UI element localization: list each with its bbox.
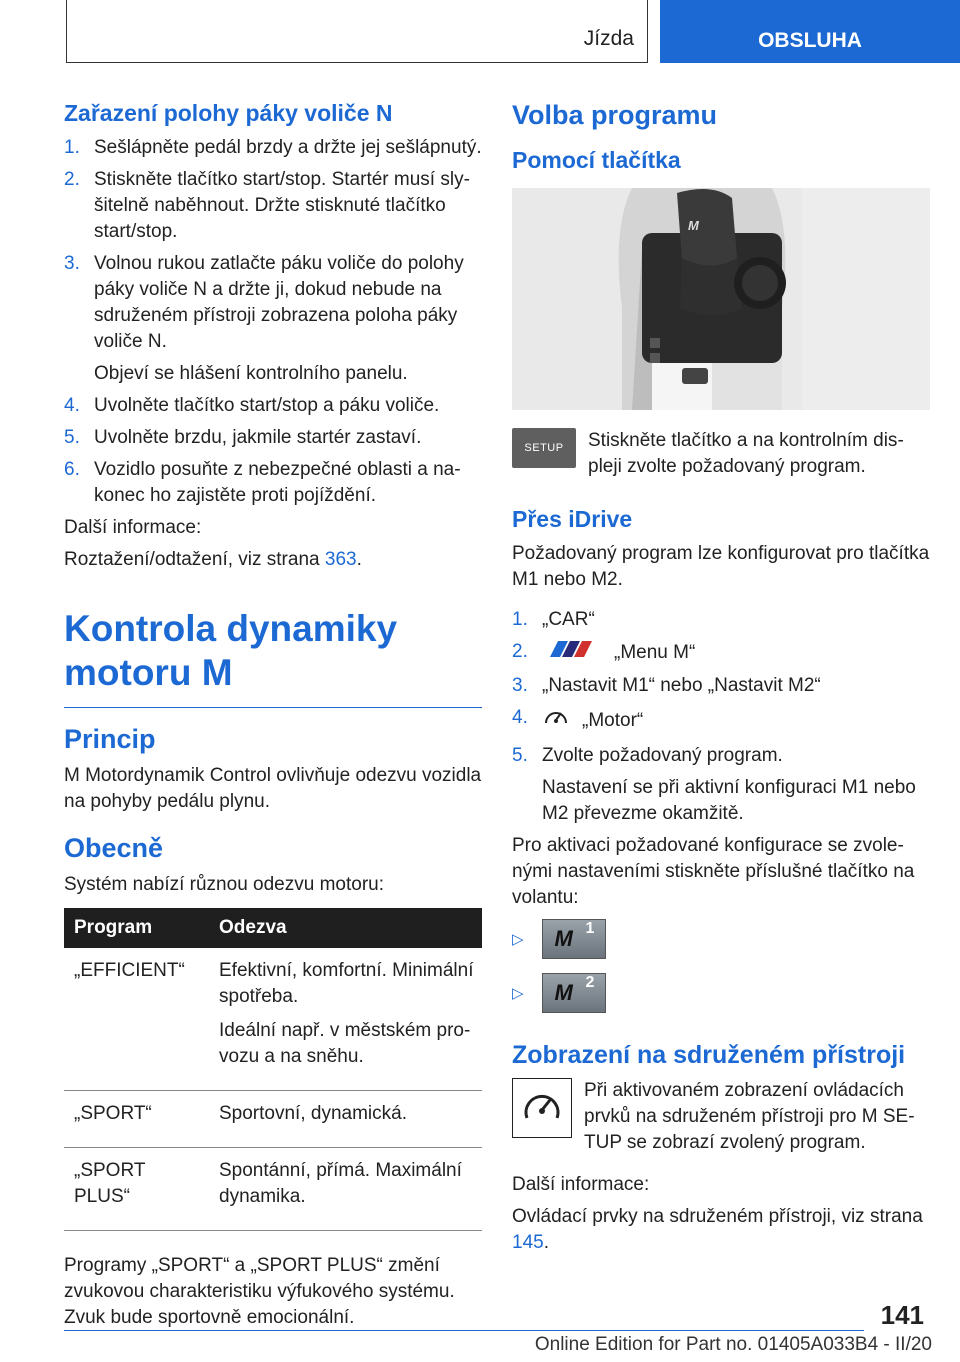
m2-label: M xyxy=(554,980,573,1005)
engine-icon xyxy=(542,705,570,737)
chapter-title: Kontrola dynamiky motoru M xyxy=(64,608,398,693)
step-number: 6. xyxy=(64,459,80,480)
step-item xyxy=(512,607,930,633)
cluster-text: Při aktivovaném zobrazení ovládacích prvků na sdruženém přístroji pro M SETUP se zobrazí zvolený program. xyxy=(584,1080,915,1153)
cluster-row xyxy=(512,1078,930,1156)
closing-text: Programy „SPORT“ a „SPORT PLUS“ změní zvukovou charakteristiku výfukového systému. Zvuk bude sportovně emocionální. xyxy=(64,1255,455,1328)
heading-idrive: Přes iDrive xyxy=(512,506,633,532)
step-item xyxy=(64,425,482,451)
tow-end: . xyxy=(356,549,362,570)
response-cell xyxy=(209,1091,482,1148)
step-item xyxy=(64,393,482,419)
step-number: 2. xyxy=(512,641,528,662)
step-text: Stiskněte tlačítko start/stop. Startér musí slyšitelně naběhnout. Držte stisknuté tlačítko start/stop. xyxy=(94,169,470,242)
step-item xyxy=(64,457,482,509)
controls-end: . xyxy=(543,1232,549,1253)
heading-selector-n: Zařazení polohy páky voliče N xyxy=(64,100,393,126)
response-line: Efektivní, komfortní. Minimální spotřeba. xyxy=(219,960,474,1007)
table-header-response: Odezva xyxy=(209,908,482,948)
table-row xyxy=(64,1091,482,1148)
tow-text: Roztažení/odtažení, viz strana xyxy=(64,549,325,570)
step-number: 3. xyxy=(512,675,528,696)
step-text: Uvolněte brzdu, jakmile startér zastaví. xyxy=(94,427,422,448)
program-cell: „EFFICIENT“ xyxy=(64,948,209,1091)
step-text: Uvolněte tlačítko start/stop a páku voliče. xyxy=(94,395,440,416)
general-text: Systém nabízí různou odezvu motoru: xyxy=(64,874,384,895)
step-text: Zvolte požadovaný program. xyxy=(542,745,783,766)
step-item xyxy=(64,167,482,245)
response-line: Spontánní, přímá. Maximální dynamika. xyxy=(219,1160,462,1207)
m2-sup: 2 xyxy=(585,974,595,991)
setup-key[interactable] xyxy=(512,428,576,468)
wheel-text: Pro aktivaci požadované konfigurace se zvolenými nastaveními stiskněte příslušné tlačítko na volantu: xyxy=(512,835,915,908)
footer-edition: Online Edition for Part no. 01405A033B4 - II/20 xyxy=(534,1334,932,1355)
step-text: Vozidlo posuňte z nebezpečné oblasti a nakonec ho zajistěte proti pojíždění. xyxy=(94,459,461,506)
table-row xyxy=(64,948,482,1091)
table-row xyxy=(64,1148,482,1231)
header-section-title: Jízda xyxy=(583,27,634,50)
steps-selector-n xyxy=(64,135,482,509)
more-info-label: Další informace: xyxy=(64,517,202,538)
console-photo xyxy=(512,188,930,410)
principle-text: M Motordynamik Control ovlivňuje odezvu vozidla na pohyby pedálu plynu. xyxy=(64,765,482,812)
gauge-icon xyxy=(512,1078,572,1138)
idrive-text: Požadovaný program lze konfigurovat pro tlačítka M1 nebo M2. xyxy=(512,543,930,590)
heading-by-button: Pomocí tlačítka xyxy=(512,147,681,173)
step-number: 1. xyxy=(512,609,528,630)
step-text: Sešlápněte pedál brzdy a držte jej sešlápnutý. xyxy=(94,137,482,158)
controls-reference xyxy=(512,1204,930,1256)
step-text: Volnou rukou zatlačte páku voliče do polohy páky voliče N a držte ji, dokud nebude na sdruženém přístroji zobrazena poloha páky voliče N. xyxy=(94,253,464,352)
heading-cluster: Zobrazení na sdruženém přístroji xyxy=(512,1041,906,1069)
controls-text: Ovládací prvky na sdruženém přístroji, viz strana xyxy=(512,1206,923,1227)
step-text: „Menu M“ xyxy=(614,642,696,664)
program-cell: „SPORT“ xyxy=(64,1091,209,1148)
step-item xyxy=(64,135,482,161)
step-item xyxy=(512,639,930,667)
step-subtext: Nastavení se při aktivní konfiguraci M1 nebo M2 převezme okamžitě. xyxy=(542,777,916,824)
step-item xyxy=(512,705,930,737)
response-cell xyxy=(209,1148,482,1231)
step-text: „Nastavit M1“ nebo „Nastavit M2“ xyxy=(542,675,821,696)
step-number: 4. xyxy=(64,395,80,416)
m1-row xyxy=(512,919,930,959)
setup-row xyxy=(512,428,930,480)
right-more-info: Další informace: xyxy=(512,1174,650,1195)
m2-row xyxy=(512,973,930,1013)
heading-principle: Princip xyxy=(64,724,156,754)
page-number: 141 xyxy=(880,1300,924,1330)
m1-bullet: ▷ xyxy=(512,931,524,948)
step-number: 2. xyxy=(64,169,80,190)
step-number: 3. xyxy=(64,253,80,274)
response-cell xyxy=(209,948,482,1091)
tow-reference xyxy=(64,547,482,573)
step-item xyxy=(512,743,930,827)
controls-page-link[interactable]: 145 xyxy=(512,1232,544,1253)
response-line: Sportovní, dynamická. xyxy=(219,1103,407,1124)
program-table xyxy=(64,908,482,1231)
steps-idrive xyxy=(512,607,930,827)
tow-page-link[interactable]: 363 xyxy=(324,549,357,570)
step-item xyxy=(64,251,482,387)
right-column xyxy=(512,100,930,1262)
heading-program-select: Volba programu xyxy=(512,100,718,130)
header-tab-obsluha[interactable]: OBSLUHA xyxy=(660,0,960,63)
chapter-rule xyxy=(64,707,482,708)
left-column xyxy=(64,100,482,1337)
step-number: 1. xyxy=(64,137,80,158)
step-subtext: Objeví se hlášení kontrolního panelu. xyxy=(94,363,408,384)
step-text: „CAR“ xyxy=(542,609,595,630)
step-number: 5. xyxy=(64,427,80,448)
center-console-illustration xyxy=(512,188,930,410)
setup-key-label: SETUP xyxy=(524,442,564,454)
table-header-program: Program xyxy=(64,908,209,948)
console-m-logo: M xyxy=(688,218,699,233)
program-cell: „SPORT PLUS“ xyxy=(64,1148,209,1231)
m2-bullet: ▷ xyxy=(512,985,524,1002)
m1-sup: 1 xyxy=(585,920,595,937)
m1-label: M xyxy=(554,926,573,951)
m1-button-icon[interactable] xyxy=(542,919,606,959)
header-box xyxy=(66,0,648,63)
step-text: „Motor“ xyxy=(582,710,644,732)
m2-button-icon[interactable] xyxy=(542,973,606,1013)
step-number: 4. xyxy=(512,707,528,728)
step-item xyxy=(512,673,930,699)
setup-text: Stiskněte tlačítko a na kontrolním displeji zvolte požadovaný program. xyxy=(588,430,904,477)
step-number: 5. xyxy=(512,745,528,766)
footer-rule xyxy=(64,1330,864,1331)
response-line: Ideální např. v městském provozu a na sněhu. xyxy=(219,1020,471,1067)
m-stripes-icon xyxy=(542,639,602,667)
heading-general: Obecně xyxy=(64,833,164,863)
